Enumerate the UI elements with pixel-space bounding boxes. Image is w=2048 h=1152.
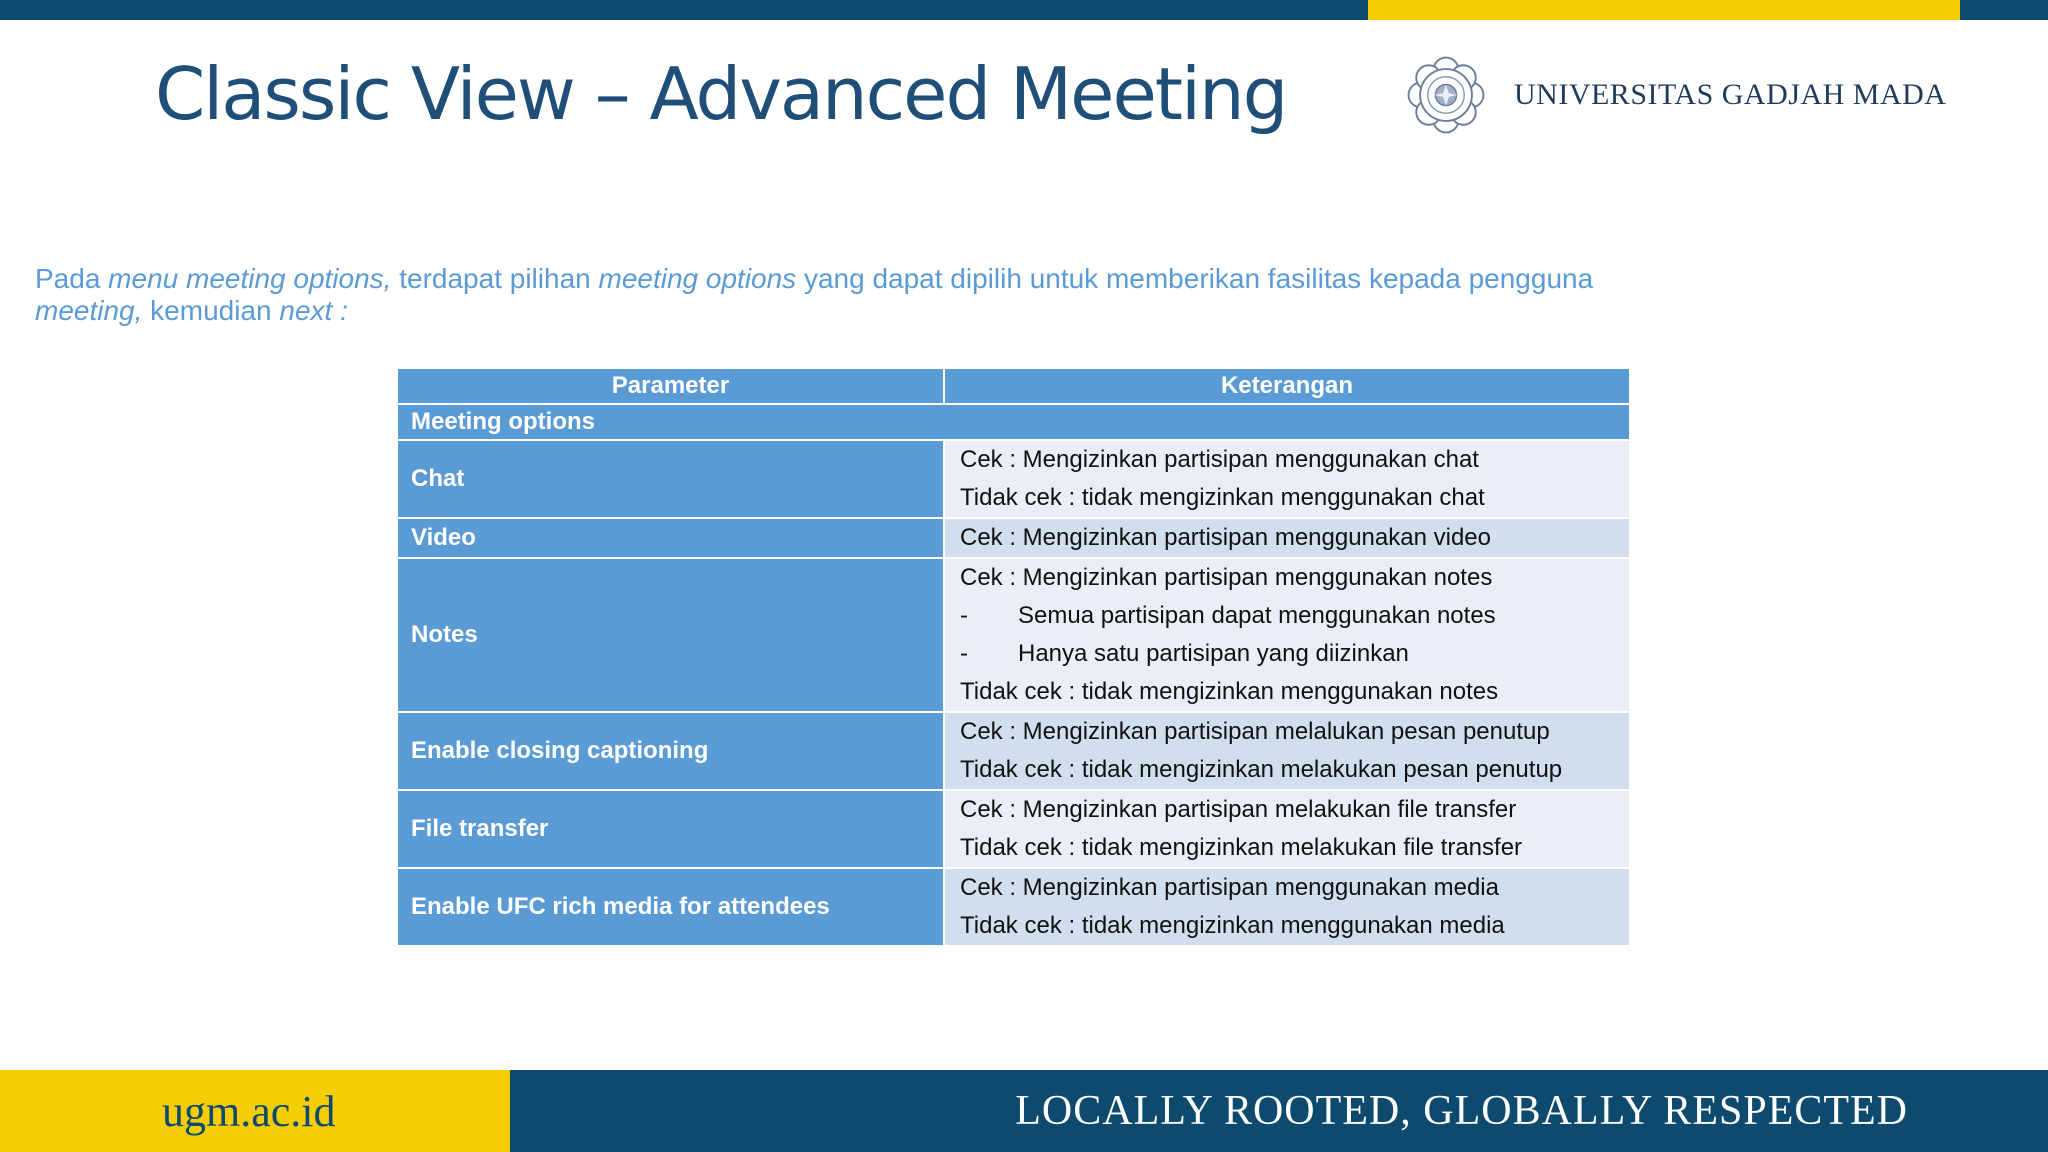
section-meeting-options: Meeting options [397, 404, 1630, 440]
desc-bullet-line [960, 635, 1629, 673]
param-ufc-rich-media: Enable UFC rich media for attendees [397, 868, 944, 946]
bullet-text: Hanya satu partisipan yang diizinkan [1018, 640, 1409, 667]
param-notes: Notes [397, 558, 944, 712]
intro-italic: meeting, [35, 295, 143, 326]
intro-italic: menu meeting options, [108, 263, 392, 294]
desc-line: Cek : Mengizinkan partisipan menggunakan chat [960, 446, 1479, 473]
desc-line: Tidak cek : tidak mengizinkan menggunakan media [960, 912, 1505, 939]
table-row [397, 790, 1630, 868]
table-row [397, 440, 1630, 518]
table-row [397, 558, 1630, 712]
desc-line: Tidak cek : tidak mengizinkan melakukan file transfer [960, 834, 1523, 861]
intro-text: terdapat pilihan [391, 263, 599, 294]
desc-notes [944, 558, 1630, 712]
desc-line: Tidak cek : tidak mengizinkan melakukan pesan penutup [960, 756, 1563, 783]
desc-line: Cek : Mengizinkan partisipan melalukan pesan penutup [960, 718, 1550, 745]
param-video: Video [397, 518, 944, 558]
top-bar-accent [1368, 0, 1960, 20]
bullet-dash: - [960, 640, 968, 667]
desc-line: Cek : Mengizinkan partisipan menggunakan video [960, 524, 1491, 551]
top-bar [0, 0, 2048, 20]
footer-url-block [0, 1070, 510, 1152]
footer-bar [0, 1070, 2048, 1152]
desc-chat [944, 440, 1630, 518]
footer-url: ugm.ac.id [162, 1086, 336, 1136]
desc-closing-captioning [944, 712, 1630, 790]
slide-title: Classic View – Advanced Meeting [155, 52, 1287, 136]
desc-line: Tidak cek : tidak mengizinkan menggunakan notes [960, 678, 1499, 705]
footer-slogan: LOCALLY ROOTED, GLOBALLY RESPECTED [1015, 1088, 1908, 1134]
desc-line: Cek : Mengizinkan partisipan menggunakan notes [960, 564, 1493, 591]
param-file-transfer: File transfer [397, 790, 944, 868]
bullet-dash: - [960, 602, 968, 629]
desc-file-transfer [944, 790, 1630, 868]
table-row [397, 712, 1630, 790]
table-row [397, 868, 1630, 946]
ugm-seal-icon [1398, 47, 1494, 143]
param-closing-captioning: Enable closing captioning [397, 712, 944, 790]
desc-bullet-line [960, 597, 1629, 635]
university-logo [1398, 44, 1946, 146]
intro-paragraph [35, 263, 1595, 327]
intro-italic: meeting options [598, 263, 797, 294]
table-header-row [397, 368, 1630, 404]
desc-line: Tidak cek : tidak mengizinkan menggunakan chat [960, 484, 1485, 511]
intro-text: kemudian [142, 295, 280, 326]
table-row [397, 518, 1630, 558]
param-chat: Chat [397, 440, 944, 518]
desc-line: Cek : Mengizinkan partisipan menggunakan media [960, 874, 1499, 901]
section-row [397, 404, 1630, 440]
intro-italic: next : [279, 295, 348, 326]
desc-video [944, 518, 1630, 558]
desc-line: Cek : Mengizinkan partisipan melakukan file transfer [960, 796, 1517, 823]
desc-ufc-rich-media [944, 868, 1630, 946]
university-name: UNIVERSITAS GADJAH MADA [1514, 78, 1947, 111]
meeting-options-table [396, 367, 1631, 947]
bullet-text: Semua partisipan dapat menggunakan notes [1018, 602, 1496, 629]
header-parameter: Parameter [397, 368, 944, 404]
intro-text: yang dapat dipilih untuk memberikan fasilitas kepada pengguna [796, 263, 1594, 294]
header-keterangan: Keterangan [944, 368, 1630, 404]
intro-text: Pada [35, 263, 109, 294]
